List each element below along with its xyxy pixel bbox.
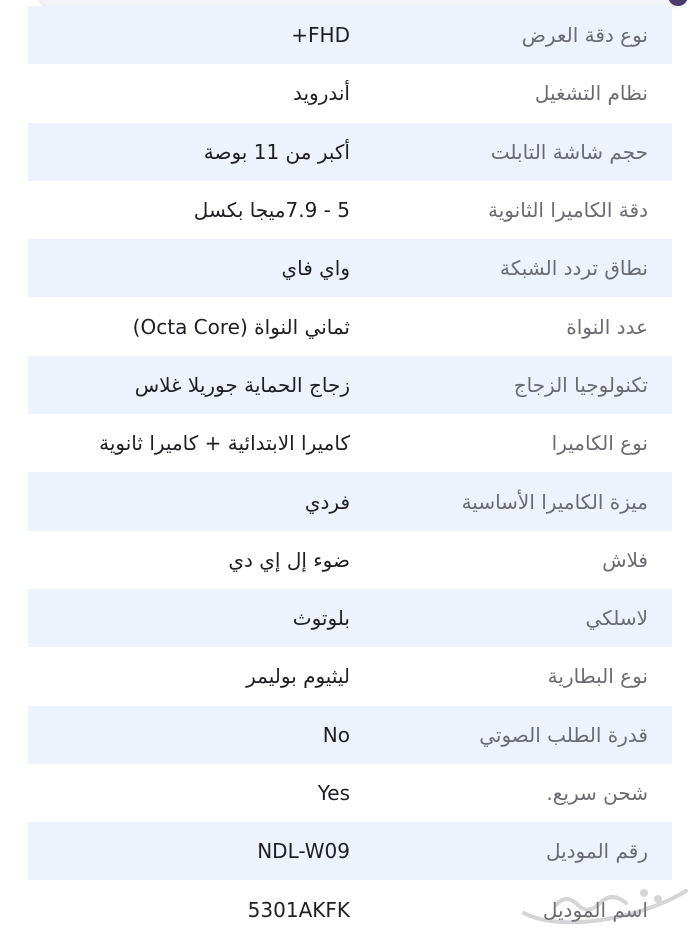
- spec-label: عدد النواة: [566, 314, 648, 339]
- spec-row: [28, 64, 672, 122]
- spec-label: نوع دقة العرض: [521, 23, 648, 48]
- spec-value: أكبر من 11 بوصة: [203, 139, 350, 164]
- spec-value: بلوتوث: [292, 606, 350, 631]
- spec-table: [28, 6, 672, 939]
- spec-row: [28, 6, 672, 64]
- spec-label: نوع البطارية: [547, 664, 648, 689]
- spec-value: NDL-W09: [257, 839, 350, 864]
- spec-row: [28, 181, 672, 239]
- spec-value: Yes: [317, 781, 350, 805]
- spec-row: [28, 822, 672, 880]
- spec-value: ليثيوم بوليمر: [246, 664, 350, 689]
- spec-row: [28, 472, 672, 530]
- spec-label: قدرة الطلب الصوتي: [479, 722, 648, 747]
- spec-row: [28, 647, 672, 705]
- spec-value: واي فاي: [281, 256, 350, 281]
- spec-value: ضوء إل إي دي: [228, 547, 350, 572]
- spec-label: نظام التشغيل: [534, 81, 648, 106]
- spec-row: [28, 239, 672, 297]
- spec-value: زجاج الحماية جوريلا غلاس: [134, 372, 350, 397]
- spec-label: تكنولوجيا الزجاج: [513, 372, 648, 397]
- spec-row: [28, 764, 672, 822]
- spec-row: [28, 589, 672, 647]
- spec-row: [28, 297, 672, 355]
- spec-label: لاسلكي: [585, 606, 648, 631]
- spec-value: فردي: [304, 489, 350, 514]
- spec-label: نوع الكاميرا: [551, 431, 648, 456]
- spec-label: فلاش: [602, 547, 648, 572]
- spec-label: حجم شاشة التابلت: [490, 139, 648, 164]
- spec-value: No: [322, 722, 350, 747]
- spec-row: [28, 356, 672, 414]
- spec-label: نطاق تردد الشبكة: [499, 256, 648, 281]
- spec-value: 5 - 7.9ميجا بكسل: [193, 198, 350, 223]
- spec-label: دقة الكاميرا الثانوية: [488, 198, 648, 223]
- spec-row: [28, 123, 672, 181]
- spec-row: [28, 414, 672, 472]
- spec-row: [28, 706, 672, 764]
- spec-label: ميزة الكاميرا الأساسية: [461, 489, 648, 514]
- spec-label: اسم الموديل: [542, 897, 648, 922]
- spec-value: كاميرا الابتدائية + كاميرا ثانوية: [99, 431, 350, 456]
- spec-value: 5301AKFK: [247, 897, 350, 922]
- spec-label: رقم الموديل: [545, 839, 648, 864]
- haraj-logo-icon: [516, 879, 694, 929]
- spec-value: ثماني النواة (Octa Core): [132, 314, 350, 339]
- spec-row: [28, 531, 672, 589]
- spec-label: شحن سريع.: [546, 781, 648, 805]
- spec-value: FHD+: [291, 23, 350, 48]
- spec-value: أندرويد: [292, 81, 350, 106]
